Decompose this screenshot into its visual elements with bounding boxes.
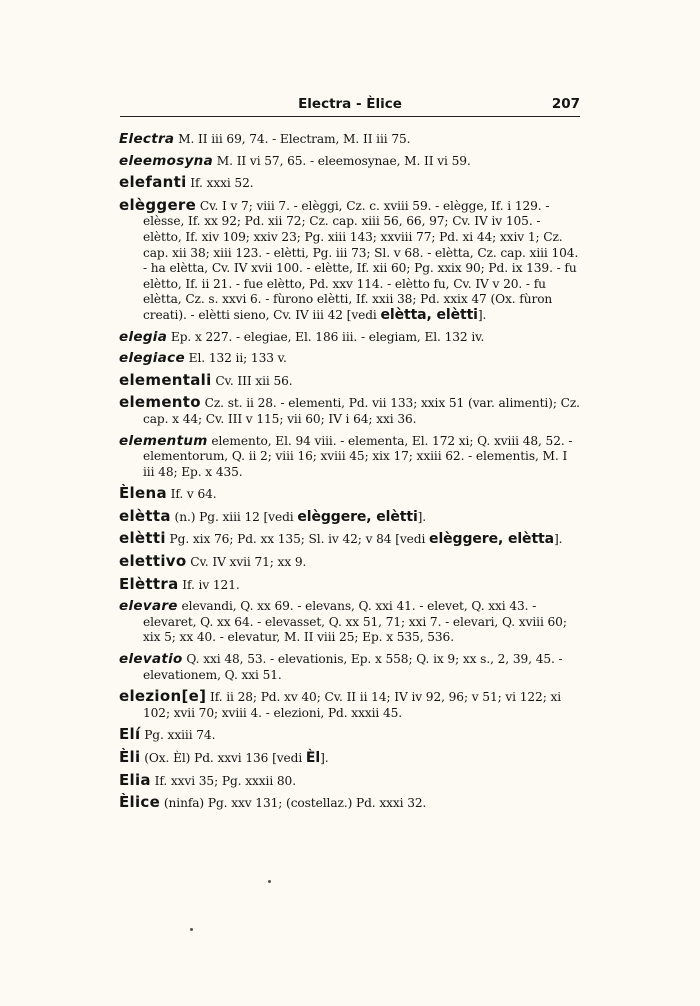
entry-elementali bbox=[119, 370, 581, 390]
headword: elemento bbox=[119, 393, 201, 412]
entry-body: Q. xxi 48, 53. - elevationis, Ep. x 558; Q. ix 9; xx s., 2, 39, 45. - elevationem, Q. xxi 51. bbox=[143, 652, 563, 682]
entry-elettivo bbox=[119, 554, 581, 571]
headword: elevatio bbox=[119, 651, 183, 668]
headword: elegia bbox=[119, 328, 168, 345]
running-header bbox=[120, 96, 580, 117]
paper-speck bbox=[190, 928, 193, 931]
headword: elettivo bbox=[119, 552, 187, 571]
entry-elemento bbox=[119, 395, 581, 427]
entry-body: If. ii 28; Pd. xv 40; Cv. II ii 14; IV iv 92, 96; v 51; vi 122; xi 102; xvii 70; xviii 4. - elezioni, Pd. xxxii 45. bbox=[143, 690, 562, 720]
headword: Electra bbox=[119, 131, 175, 147]
entry-elementum bbox=[119, 434, 581, 481]
entry-body: Cv. III xii 56. bbox=[211, 373, 293, 388]
entry-elegiace bbox=[119, 351, 581, 367]
entry-close: ]. bbox=[320, 751, 329, 765]
entry-body: elevandi, Q. xx 69. - elevans, Q. xxi 41. - elevet, Q. xxi 43. - elevaret, Q. xx 64. - elevasset, Q. xx 51, 71; xxi 7. - elevari, Q. xviii 60; xix 5; xx 40. - elevatur, M. II viii 25; Ep. x 535, 536. bbox=[143, 599, 567, 645]
entry-body: If. v 64. bbox=[166, 487, 217, 502]
entry-eletti bbox=[119, 531, 581, 548]
headword: elezion[e] bbox=[119, 687, 207, 706]
header-title: Electra - Èlice bbox=[298, 96, 402, 112]
entry-eleggere bbox=[119, 195, 581, 324]
headword: elevare bbox=[119, 598, 178, 615]
entry-elia bbox=[119, 770, 581, 790]
entry-close: ]. bbox=[554, 532, 563, 547]
entry-body: Cz. st. ii 28. - elementi, Pd. vii 133; xxix 51 (var. alimenti); Cz. cap. x 44; Cv. III v 115; vii 60; IV i 64; xxi 36. bbox=[143, 396, 580, 426]
entry-body: M. II vi 57, 65. - eleemosynae, M. II vi 59. bbox=[213, 153, 471, 168]
entry-body: Pg. xix 76; Pd. xx 135; Sl. iv 42; v 84 [vedi bbox=[165, 532, 430, 547]
headword: Elí bbox=[119, 725, 141, 744]
headword: elèggere bbox=[119, 195, 197, 214]
entry-electra bbox=[119, 132, 581, 148]
headword: elementum bbox=[119, 432, 208, 449]
cross-reference: elèggere, elètta bbox=[429, 531, 554, 548]
entry-body: elemento, El. 94 viii. - elementa, El. 172 xi; Q. xviii 48, 52. - elementorum, Q. ii 2; viii 16; xviii 45; xix 17; xxiii 62. - elementis, M. I iii 48; Ep. x 435. bbox=[143, 433, 573, 479]
cross-reference: elèggere, elètti bbox=[297, 508, 418, 525]
entry-eli-2 bbox=[119, 750, 581, 767]
entry-elezione bbox=[119, 689, 581, 721]
headword: Elia bbox=[119, 770, 151, 789]
headword: Èlena bbox=[119, 484, 167, 503]
cross-reference: Èl bbox=[305, 750, 321, 766]
entry-eletta bbox=[119, 506, 581, 526]
entry-body: (n.) Pg. xiii 12 [vedi bbox=[170, 509, 298, 524]
entry-close: ]. bbox=[417, 509, 427, 524]
headword: Èlice bbox=[119, 793, 161, 812]
entry-body: Cv. IV xvii 71; xx 9. bbox=[186, 555, 307, 570]
headword: elementali bbox=[119, 370, 212, 389]
entry-elena bbox=[119, 486, 581, 503]
page-number: 207 bbox=[551, 96, 580, 112]
entry-body: (ninfa) Pg. xxv 131; (costellaz.) Pd. xxxi 32. bbox=[160, 796, 427, 811]
headword: elegiace bbox=[119, 350, 185, 367]
headword: Èli bbox=[119, 748, 141, 766]
entry-elevatio bbox=[119, 652, 581, 683]
entry-close: ]. bbox=[477, 307, 487, 322]
entry-elevare bbox=[119, 599, 581, 646]
headword: elètta bbox=[119, 506, 171, 525]
entry-body: Cv. I v 7; viii 7. - elèggi, Cz. c. xviii 59. - elègge, If. i 129. - elèsse, If. xx 92; Pd. xii 72; Cz. cap. xiii 56, 66, 97; Cv. IV iv 105. - elètto, If. xiv 109; xxiv 23; Pg. xiii 143; xxviii 77; Pd. xi 44; xxiv 1; Cz. cap. xii 38; xiii 123. - elètti, Pg. iii 73; Sl. v 68. - elètta, Cz. cap. xiii 104. - ha elètta, Cv. IV xvii 100. - elètte, If. xii 60; Pg. xxix 90; Pd. ix 139. - fu elètto, If. ii 21. - fue elètto, Pd. xxv 114. - elètto fu, Cv. IV v 20. - fu elètta, Cz. s. xxvi 6. - fùrono elètti, If. xxii 38; Pd. xxix 47 (Ox. fùron creati). - elètti sieno, Cv. IV iii 42 [vedi bbox=[143, 198, 579, 322]
entry-body: (Ox. Èl) Pd. xxvi 136 [vedi bbox=[140, 751, 306, 765]
entry-eleemosyna bbox=[119, 154, 581, 170]
paper-speck bbox=[268, 880, 271, 883]
entry-elettra bbox=[119, 574, 581, 594]
entry-elefanti bbox=[119, 175, 581, 192]
entry-body: If. iv 121. bbox=[178, 577, 240, 592]
entry-body: Ep. x 227. - elegiae, El. 186 iii. - elegiam, El. 132 iv. bbox=[167, 329, 485, 344]
entry-body: El. 132 ii; 133 v. bbox=[184, 351, 287, 366]
entry-elegia bbox=[119, 330, 581, 346]
headword: eleemosyna bbox=[119, 152, 213, 169]
cross-reference: elètta, elètti bbox=[380, 306, 478, 323]
headword: elefanti bbox=[119, 173, 187, 192]
entry-body: If. xxvi 35; Pg. xxxii 80. bbox=[150, 773, 296, 788]
entry-eli bbox=[119, 727, 581, 744]
entry-body: If. xxxi 52. bbox=[186, 176, 254, 191]
entry-body: Pg. xxiii 74. bbox=[140, 728, 216, 743]
entry-body: M. II iii 69, 74. - Electram, M. II iii 75. bbox=[174, 132, 411, 146]
dictionary-column bbox=[119, 132, 581, 818]
headword: Elèttra bbox=[119, 574, 179, 593]
headword: elètti bbox=[119, 529, 166, 548]
entry-elice bbox=[119, 795, 581, 812]
